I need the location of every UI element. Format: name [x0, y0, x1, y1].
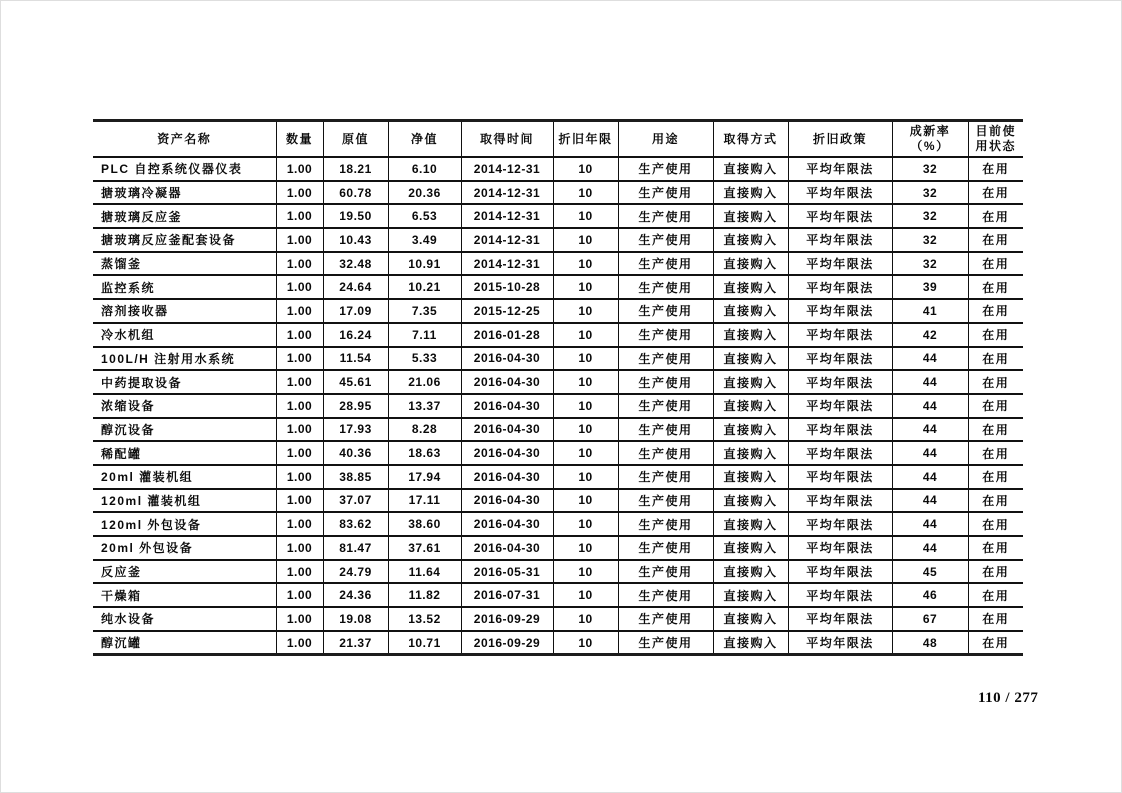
table-cell: 直接购入 [713, 299, 788, 323]
column-header: 折旧政策 [788, 121, 892, 158]
table-cell: 17.09 [323, 299, 388, 323]
table-row [93, 394, 1023, 418]
table-row [93, 583, 1023, 607]
table-cell: 1.00 [276, 228, 323, 252]
page-number: 110 / 277 [978, 690, 1039, 706]
table-cell: 在用 [968, 394, 1023, 418]
asset-table [93, 119, 1023, 656]
table-cell: 32 [892, 181, 968, 205]
table-cell: 10 [553, 512, 618, 536]
table-cell: 直接购入 [713, 631, 788, 655]
table-cell: 生产使用 [618, 583, 713, 607]
table-cell: 10 [553, 157, 618, 181]
table-cell: 10 [553, 323, 618, 347]
column-header: 数量 [276, 121, 323, 158]
table-cell: 44 [892, 441, 968, 465]
table-row [93, 536, 1023, 560]
table-cell: 直接购入 [713, 512, 788, 536]
table-cell: 32.48 [323, 252, 388, 276]
table-cell: 1.00 [276, 252, 323, 276]
asset-name-cell: 100L/H 注射用水系统 [93, 347, 276, 371]
table-cell: 10 [553, 204, 618, 228]
table-cell: 生产使用 [618, 252, 713, 276]
table-cell: 81.47 [323, 536, 388, 560]
asset-name-cell: 中药提取设备 [93, 370, 276, 394]
table-cell: 44 [892, 418, 968, 442]
asset-table-header [93, 121, 1023, 158]
table-cell: 在用 [968, 157, 1023, 181]
table-cell: 32 [892, 204, 968, 228]
asset-name-cell: 溶剂接收器 [93, 299, 276, 323]
table-cell: 在用 [968, 299, 1023, 323]
table-cell: 在用 [968, 418, 1023, 442]
table-cell: 1.00 [276, 441, 323, 465]
table-cell: 41 [892, 299, 968, 323]
table-cell: 1.00 [276, 607, 323, 631]
asset-name-cell: 搪玻璃反应釜配套设备 [93, 228, 276, 252]
table-cell: 83.62 [323, 512, 388, 536]
table-cell: 11.54 [323, 347, 388, 371]
table-cell: 39 [892, 275, 968, 299]
asset-name-cell: 120ml 外包设备 [93, 512, 276, 536]
table-cell: 8.28 [388, 418, 461, 442]
table-cell: 10 [553, 536, 618, 560]
header-row [93, 121, 1023, 158]
table-cell: 13.52 [388, 607, 461, 631]
table-row [93, 323, 1023, 347]
table-cell: 40.36 [323, 441, 388, 465]
table-cell: 10 [553, 631, 618, 655]
table-cell: 10 [553, 181, 618, 205]
table-cell: 10 [553, 441, 618, 465]
column-header: 成新率（%） [892, 121, 968, 158]
table-row [93, 252, 1023, 276]
table-cell: 38.60 [388, 512, 461, 536]
table-cell: 平均年限法 [788, 228, 892, 252]
table-cell: 平均年限法 [788, 441, 892, 465]
table-cell: 48 [892, 631, 968, 655]
table-cell: 2016-04-30 [461, 418, 553, 442]
table-cell: 44 [892, 489, 968, 513]
column-header: 资产名称 [93, 121, 276, 158]
asset-name-cell: 稀配罐 [93, 441, 276, 465]
table-cell: 11.64 [388, 560, 461, 584]
table-cell: 32 [892, 228, 968, 252]
table-row [93, 299, 1023, 323]
table-row [93, 228, 1023, 252]
table-cell: 7.11 [388, 323, 461, 347]
table-cell: 平均年限法 [788, 252, 892, 276]
table-cell: 37.07 [323, 489, 388, 513]
asset-name-cell: 醇沉设备 [93, 418, 276, 442]
table-cell: 1.00 [276, 631, 323, 655]
asset-name-cell: 搪玻璃冷凝器 [93, 181, 276, 205]
table-cell: 1.00 [276, 489, 323, 513]
table-cell: 在用 [968, 441, 1023, 465]
table-cell: 生产使用 [618, 157, 713, 181]
table-cell: 18.21 [323, 157, 388, 181]
table-cell: 生产使用 [618, 631, 713, 655]
table-cell: 2015-10-28 [461, 275, 553, 299]
table-cell: 在用 [968, 512, 1023, 536]
table-row [93, 631, 1023, 655]
table-cell: 直接购入 [713, 347, 788, 371]
table-cell: 21.37 [323, 631, 388, 655]
table-cell: 直接购入 [713, 228, 788, 252]
table-cell: 在用 [968, 275, 1023, 299]
table-row [93, 370, 1023, 394]
table-cell: 生产使用 [618, 228, 713, 252]
table-cell: 2016-04-30 [461, 370, 553, 394]
table-cell: 平均年限法 [788, 607, 892, 631]
table-cell: 6.10 [388, 157, 461, 181]
table-cell: 2016-04-30 [461, 489, 553, 513]
table-cell: 45 [892, 560, 968, 584]
table-cell: 10.21 [388, 275, 461, 299]
table-row [93, 157, 1023, 181]
table-row [93, 347, 1023, 371]
table-cell: 1.00 [276, 323, 323, 347]
table-cell: 2016-01-28 [461, 323, 553, 347]
table-cell: 67 [892, 607, 968, 631]
column-header: 取得方式 [713, 121, 788, 158]
table-cell: 直接购入 [713, 394, 788, 418]
table-cell: 1.00 [276, 465, 323, 489]
table-cell: 1.00 [276, 347, 323, 371]
column-header: 原值 [323, 121, 388, 158]
table-cell: 44 [892, 370, 968, 394]
table-cell: 直接购入 [713, 181, 788, 205]
table-cell: 直接购入 [713, 489, 788, 513]
table-cell: 平均年限法 [788, 204, 892, 228]
table-cell: 2016-04-30 [461, 441, 553, 465]
table-cell: 平均年限法 [788, 394, 892, 418]
table-cell: 平均年限法 [788, 512, 892, 536]
table-cell: 10 [553, 489, 618, 513]
table-cell: 2016-04-30 [461, 536, 553, 560]
table-cell: 42 [892, 323, 968, 347]
table-cell: 直接购入 [713, 252, 788, 276]
table-cell: 平均年限法 [788, 536, 892, 560]
table-cell: 38.85 [323, 465, 388, 489]
table-cell: 生产使用 [618, 560, 713, 584]
table-cell: 在用 [968, 631, 1023, 655]
table-cell: 2016-07-31 [461, 583, 553, 607]
table-cell: 直接购入 [713, 370, 788, 394]
table-cell: 1.00 [276, 536, 323, 560]
table-cell: 6.53 [388, 204, 461, 228]
table-cell: 1.00 [276, 583, 323, 607]
table-cell: 直接购入 [713, 536, 788, 560]
table-cell: 10.43 [323, 228, 388, 252]
table-cell: 直接购入 [713, 560, 788, 584]
asset-name-cell: 浓缩设备 [93, 394, 276, 418]
table-cell: 1.00 [276, 299, 323, 323]
table-cell: 2016-04-30 [461, 465, 553, 489]
table-cell: 1.00 [276, 394, 323, 418]
table-cell: 44 [892, 536, 968, 560]
column-header: 用途 [618, 121, 713, 158]
table-cell: 1.00 [276, 560, 323, 584]
table-cell: 10 [553, 252, 618, 276]
column-header: 取得时间 [461, 121, 553, 158]
table-cell: 44 [892, 465, 968, 489]
table-cell: 1.00 [276, 157, 323, 181]
asset-name-cell: 干燥箱 [93, 583, 276, 607]
table-cell: 在用 [968, 323, 1023, 347]
table-cell: 生产使用 [618, 465, 713, 489]
table-cell: 在用 [968, 560, 1023, 584]
table-cell: 在用 [968, 536, 1023, 560]
table-cell: 2014-12-31 [461, 204, 553, 228]
table-cell: 生产使用 [618, 299, 713, 323]
table-cell: 10 [553, 583, 618, 607]
table-cell: 生产使用 [618, 536, 713, 560]
table-cell: 46 [892, 583, 968, 607]
table-cell: 直接购入 [713, 607, 788, 631]
table-cell: 7.35 [388, 299, 461, 323]
table-cell: 17.11 [388, 489, 461, 513]
table-cell: 19.08 [323, 607, 388, 631]
table-row [93, 607, 1023, 631]
table-cell: 平均年限法 [788, 631, 892, 655]
table-cell: 11.82 [388, 583, 461, 607]
table-cell: 60.78 [323, 181, 388, 205]
table-cell: 在用 [968, 204, 1023, 228]
table-cell: 5.33 [388, 347, 461, 371]
table-cell: 10 [553, 607, 618, 631]
table-row [93, 204, 1023, 228]
table-cell: 生产使用 [618, 512, 713, 536]
table-cell: 在用 [968, 347, 1023, 371]
table-cell: 10 [553, 370, 618, 394]
table-cell: 10 [553, 275, 618, 299]
table-cell: 2014-12-31 [461, 228, 553, 252]
table-cell: 2014-12-31 [461, 157, 553, 181]
table-cell: 生产使用 [618, 489, 713, 513]
asset-name-cell: 纯水设备 [93, 607, 276, 631]
table-cell: 直接购入 [713, 204, 788, 228]
table-cell: 16.24 [323, 323, 388, 347]
table-cell: 1.00 [276, 370, 323, 394]
table-cell: 直接购入 [713, 441, 788, 465]
table-cell: 24.64 [323, 275, 388, 299]
table-cell: 2016-05-31 [461, 560, 553, 584]
table-cell: 平均年限法 [788, 299, 892, 323]
column-header: 折旧年限 [553, 121, 618, 158]
table-row [93, 512, 1023, 536]
table-cell: 直接购入 [713, 465, 788, 489]
table-cell: 在用 [968, 607, 1023, 631]
table-cell: 24.36 [323, 583, 388, 607]
table-cell: 在用 [968, 489, 1023, 513]
table-cell: 21.06 [388, 370, 461, 394]
table-row [93, 181, 1023, 205]
table-cell: 2015-12-25 [461, 299, 553, 323]
table-cell: 28.95 [323, 394, 388, 418]
asset-name-cell: 冷水机组 [93, 323, 276, 347]
column-header: 目前使用状态 [968, 121, 1023, 158]
asset-name-cell: 搪玻璃反应釜 [93, 204, 276, 228]
table-cell: 19.50 [323, 204, 388, 228]
table-cell: 10 [553, 228, 618, 252]
table-cell: 平均年限法 [788, 347, 892, 371]
table-cell: 17.93 [323, 418, 388, 442]
table-cell: 在用 [968, 370, 1023, 394]
table-row [93, 489, 1023, 513]
table-row [93, 465, 1023, 489]
table-row [93, 275, 1023, 299]
table-cell: 生产使用 [618, 323, 713, 347]
table-cell: 1.00 [276, 204, 323, 228]
table-cell: 2016-04-30 [461, 512, 553, 536]
table-cell: 2016-04-30 [461, 394, 553, 418]
table-row [93, 418, 1023, 442]
table-cell: 直接购入 [713, 418, 788, 442]
table-cell: 平均年限法 [788, 418, 892, 442]
table-cell: 平均年限法 [788, 275, 892, 299]
table-cell: 10 [553, 560, 618, 584]
table-cell: 10 [553, 299, 618, 323]
table-cell: 44 [892, 394, 968, 418]
table-cell: 生产使用 [618, 418, 713, 442]
table-cell: 生产使用 [618, 441, 713, 465]
table-row [93, 560, 1023, 584]
table-cell: 44 [892, 347, 968, 371]
table-cell: 平均年限法 [788, 370, 892, 394]
table-cell: 平均年限法 [788, 583, 892, 607]
table-cell: 平均年限法 [788, 465, 892, 489]
table-cell: 平均年限法 [788, 489, 892, 513]
asset-name-cell: 反应釜 [93, 560, 276, 584]
table-cell: 10 [553, 418, 618, 442]
table-cell: 直接购入 [713, 157, 788, 181]
table-cell: 生产使用 [618, 204, 713, 228]
table-cell: 3.49 [388, 228, 461, 252]
table-cell: 24.79 [323, 560, 388, 584]
table-cell: 17.94 [388, 465, 461, 489]
table-cell: 20.36 [388, 181, 461, 205]
table-cell: 在用 [968, 252, 1023, 276]
table-cell: 2014-12-31 [461, 181, 553, 205]
table-cell: 直接购入 [713, 323, 788, 347]
table-cell: 生产使用 [618, 394, 713, 418]
table-cell: 生产使用 [618, 275, 713, 299]
table-cell: 1.00 [276, 181, 323, 205]
table-cell: 2016-04-30 [461, 347, 553, 371]
table-cell: 平均年限法 [788, 181, 892, 205]
table-cell: 13.37 [388, 394, 461, 418]
table-cell: 直接购入 [713, 583, 788, 607]
table-cell: 10 [553, 394, 618, 418]
table-cell: 32 [892, 252, 968, 276]
table-cell: 44 [892, 512, 968, 536]
table-cell: 2016-09-29 [461, 631, 553, 655]
asset-name-cell: 20ml 灌装机组 [93, 465, 276, 489]
table-cell: 平均年限法 [788, 323, 892, 347]
asset-table-body [93, 157, 1023, 655]
asset-name-cell: 120ml 灌装机组 [93, 489, 276, 513]
asset-name-cell: PLC 自控系统仪器仪表 [93, 157, 276, 181]
table-cell: 1.00 [276, 418, 323, 442]
table-cell: 45.61 [323, 370, 388, 394]
table-cell: 18.63 [388, 441, 461, 465]
table-cell: 在用 [968, 583, 1023, 607]
table-cell: 平均年限法 [788, 560, 892, 584]
table-cell: 1.00 [276, 512, 323, 536]
table-cell: 10.91 [388, 252, 461, 276]
asset-name-cell: 蒸馏釜 [93, 252, 276, 276]
table-cell: 直接购入 [713, 275, 788, 299]
table-cell: 1.00 [276, 275, 323, 299]
table-cell: 生产使用 [618, 370, 713, 394]
table-cell: 32 [892, 157, 968, 181]
table-cell: 37.61 [388, 536, 461, 560]
table-row [93, 441, 1023, 465]
table-cell: 生产使用 [618, 607, 713, 631]
table-cell: 生产使用 [618, 181, 713, 205]
table-cell: 生产使用 [618, 347, 713, 371]
asset-name-cell: 20ml 外包设备 [93, 536, 276, 560]
table-cell: 在用 [968, 181, 1023, 205]
table-cell: 在用 [968, 465, 1023, 489]
asset-name-cell: 监控系统 [93, 275, 276, 299]
table-cell: 2016-09-29 [461, 607, 553, 631]
table-cell: 2014-12-31 [461, 252, 553, 276]
asset-name-cell: 醇沉罐 [101, 636, 142, 651]
column-header: 净值 [388, 121, 461, 158]
table-cell: 平均年限法 [788, 157, 892, 181]
table-cell: 在用 [968, 228, 1023, 252]
table-cell: 10 [553, 465, 618, 489]
table-cell: 10 [553, 347, 618, 371]
table-cell: 10.71 [388, 631, 461, 655]
